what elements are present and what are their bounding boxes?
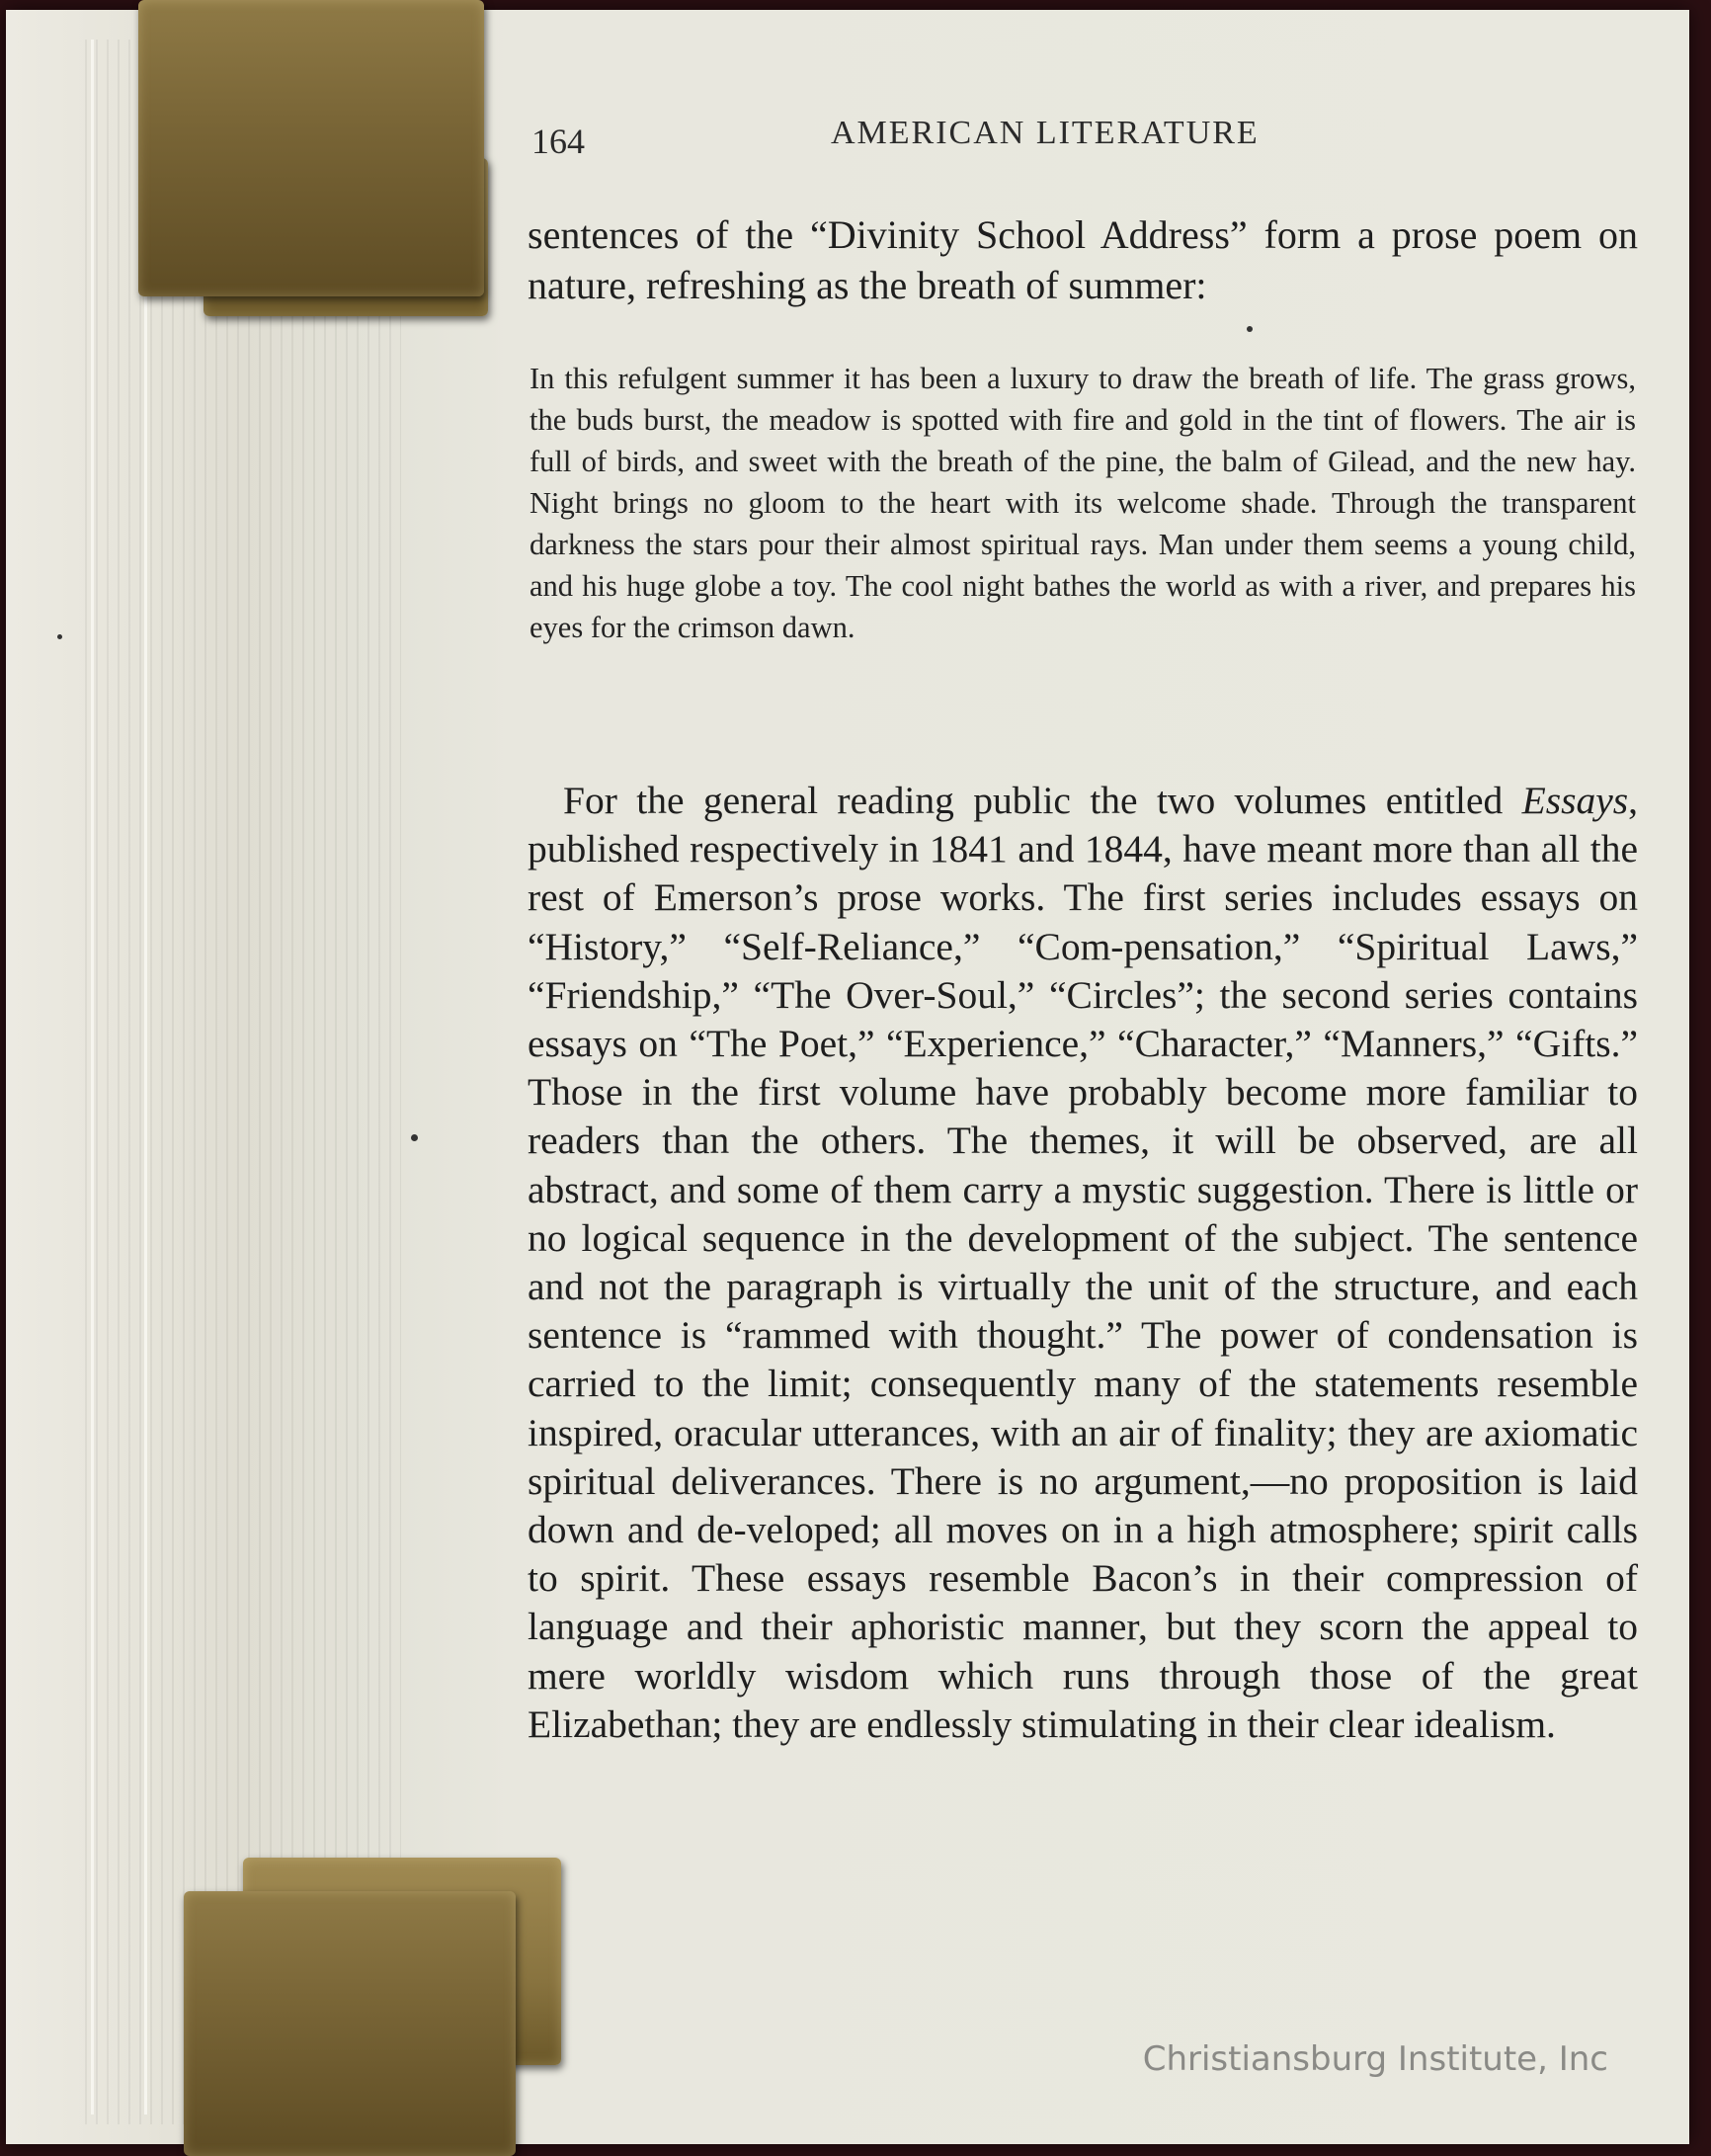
intro-paragraph: sentences of the “Divinity School Address” form a prose poem on nature, refreshing as the breath of summer: <box>528 212 1638 307</box>
metal-clip-top <box>138 0 484 296</box>
page-edge-line <box>144 40 147 2115</box>
page-number: 164 <box>531 122 585 161</box>
ink-speck <box>57 634 62 639</box>
metal-clip-bottom <box>184 1891 516 2156</box>
page-edge-line <box>91 40 94 2115</box>
book-page <box>6 10 1689 2144</box>
block-quote: In this refulgent summer it has been a luxury to draw the breath of life. The grass grows, the buds burst, the meadow is spotted with fire and gold in the tint of flowers. The air is full of birds, and sweet with the breath of the pine, the balm of Gilead, and the new hay. Night brings no gloom to the heart with its welcome shade. Through the transparent darkness the stars pour their almost spiritual rays. Man under them seems a young child, and his huge globe a toy. The cool night bathes the world as with a river, and prepares his eyes for the crimson dawn. <box>530 362 1636 644</box>
watermark: Christiansburg Institute, Inc <box>1142 2039 1608 2079</box>
page-header <box>530 109 1636 168</box>
body-paragraph <box>528 777 1638 1749</box>
ink-speck <box>1247 326 1253 332</box>
ink-speck <box>411 1134 418 1141</box>
body-rest: , published respectively in 1841 and 1844, have meant more than all the rest of Emerson’s prose works. The first series includes essays on “History,” “Self-Reliance,” “Com-pensation,” “Spiritual Laws,” “Friendship,” “The Over-Soul,” “Circles”; the second series contains essays on “The Poet,” “Experience,” “Character,” “Manners,” “Gifts.” Those in the first volume have probably become more familiar to readers than the others. The themes, it will be observed, are all abstract, and some of them carry a mystic suggestion. There is little or no logical sequence in the development of the subject. The sentence and not the paragraph is virtually the unit of the structure, and each sentence is “rammed with thought.” The power of condensation is carried to the limit; consequently many of the statements resemble inspired, oracular utterances, with an air of finality; they are axiomatic spiritual deliverances. There is no argument,—no proposition is laid down and de-veloped; all moves on in a high atmosphere; spirit calls to spirit. These essays resemble Bacon’s in their compression of language and their aphoristic manner, but they scorn the appeal to mere worldly wisdom which runs through those of the great Elizabethan; they are endlessly stimulating in their clear idealism. <box>528 779 1638 1746</box>
page-edges <box>85 40 401 2124</box>
running-head: AMERICAN LITERATURE <box>831 115 1260 151</box>
essays-title: Essays <box>1521 779 1629 822</box>
body-lead: For the general reading public the two volumes entitled <box>563 779 1522 822</box>
